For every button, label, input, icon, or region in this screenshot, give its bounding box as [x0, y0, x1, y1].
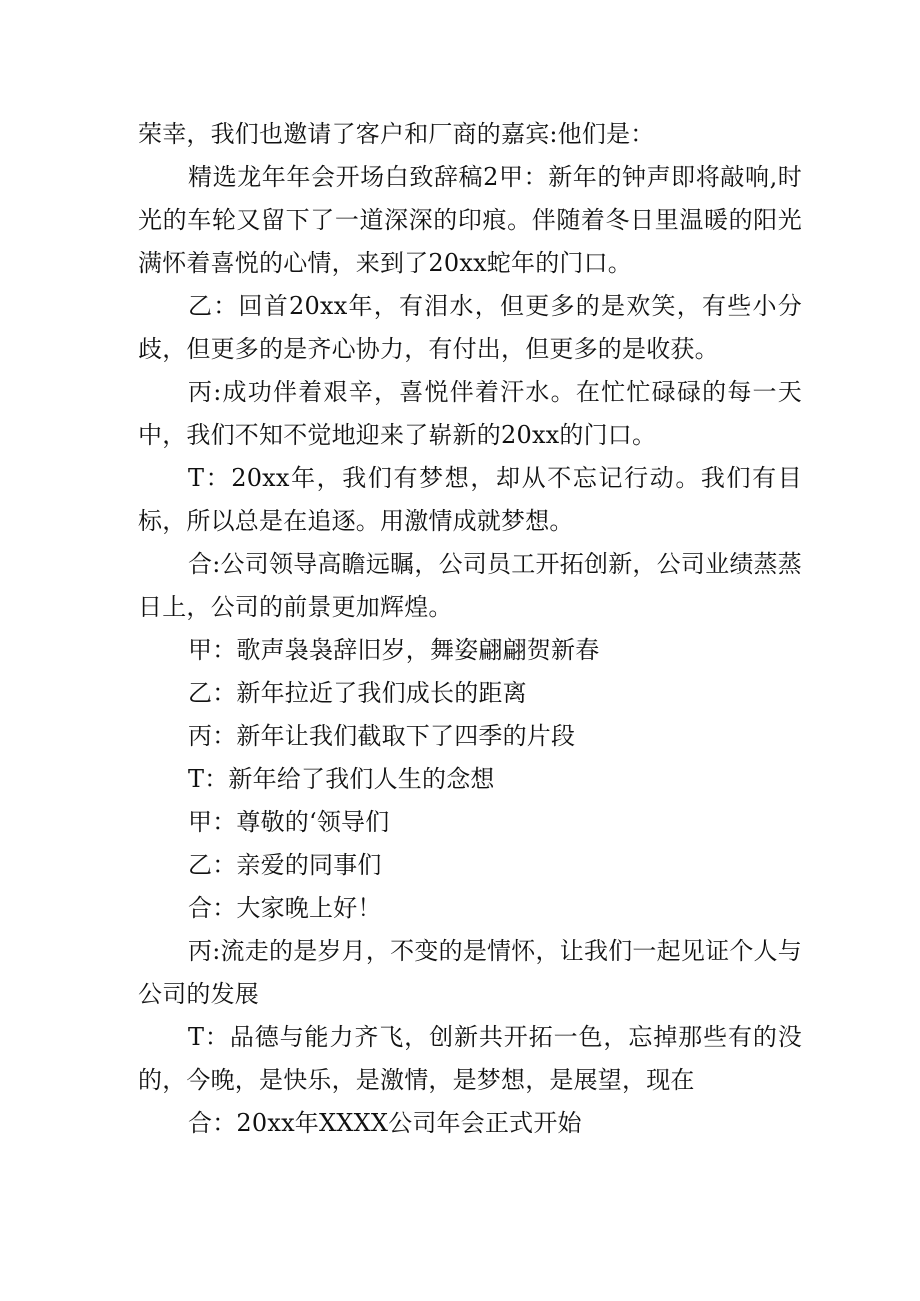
paragraph-2: 精选龙年年会开场白致辞稿2甲：新年的钟声即将敲响,时光的车轮又留下了一道深深的印痕。伴随着冬日里温暖的阳光满怀着喜悦的心情，来到了20xx蛇年的门口。 — [138, 163, 802, 277]
paragraph-7: 甲：歌声袅袅辞旧岁，舞姿翩翩贺新春 — [188, 636, 600, 664]
paragraph-8: 乙：新年拉近了我们成长的距离 — [188, 679, 527, 707]
paragraph-13: 合：大家晚上好！ — [188, 894, 382, 922]
paragraph-10: T：新年给了我们人生的念想 — [188, 765, 495, 793]
paragraph-12: 乙：亲爱的同事们 — [188, 851, 382, 879]
document-body — [138, 113, 802, 1145]
paragraph-11: 甲：尊敬的‘领导们 — [188, 808, 390, 836]
paragraph-6: 合:公司领导高瞻远瞩，公司员工开拓创新，公司业绩蒸蒸日上，公司的前景更加辉煌。 — [138, 550, 802, 621]
paragraph-4: 丙:成功伴着艰辛，喜悦伴着汗水。在忙忙碌碌的每一天中，我们不知不觉地迎来了崭新的20xx的门口。 — [138, 378, 802, 449]
paragraph-3: 乙：回首20xx年，有泪水，但更多的是欢笑，有些小分歧，但更多的是齐心协力，有付出，但更多的是收获。 — [138, 292, 802, 363]
paragraph-15: T：品德与能力齐飞，创新共开拓一色，忘掉那些有的没的，今晚，是快乐，是激情，是梦想，是展望，现在 — [138, 1023, 802, 1094]
paragraph-1: 荣幸，我们也邀请了客户和厂商的嘉宾:他们是： — [138, 120, 655, 148]
paragraph-14: 丙:流走的是岁月，不变的是情怀，让我们一起见证个人与公司的发展 — [138, 937, 802, 1008]
paragraph-5: T：20xx年，我们有梦想，却从不忘记行动。我们有目标，所以总是在追逐。用激情成就梦想。 — [138, 464, 802, 535]
paragraph-16: 合：20xx年XXXX公司年会正式开始 — [188, 1109, 582, 1137]
paragraph-9: 丙：新年让我们截取下了四季的片段 — [188, 722, 576, 750]
